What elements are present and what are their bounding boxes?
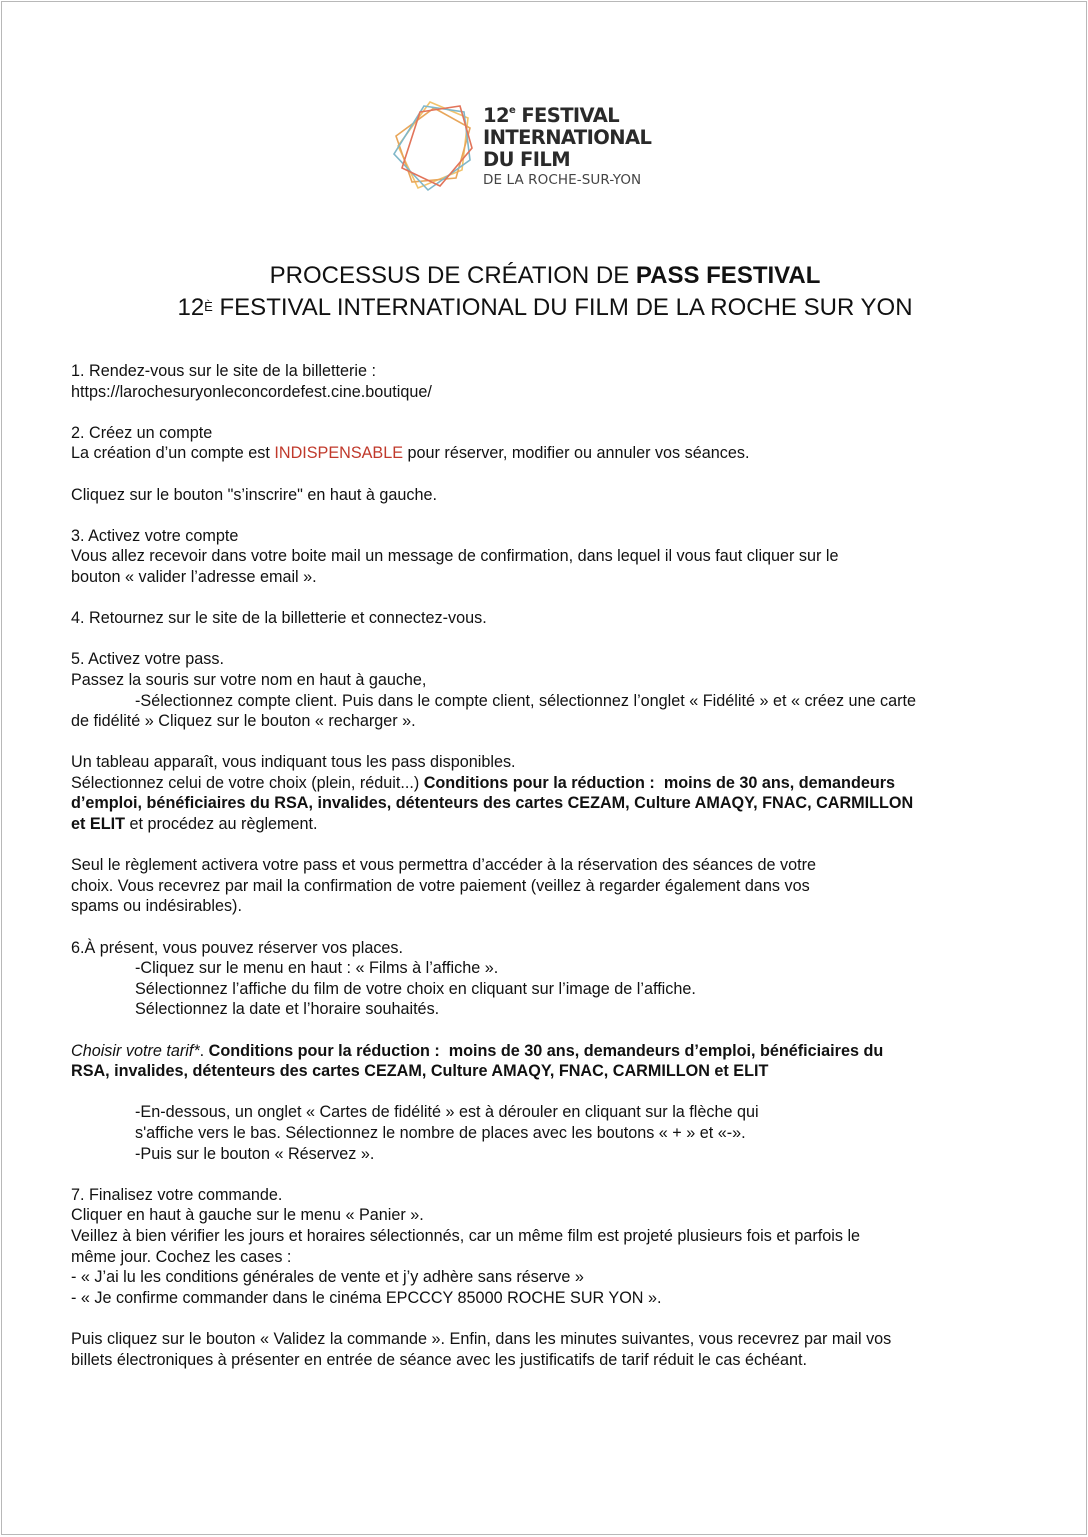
step-7-text-2: Veillez à bien vérifier les jours et horaires sélectionnés, car un même film est projeté plusieurs fois et parfois le <box>71 1226 861 1245</box>
step-6-heading: 6.À présent, vous pouvez réserver vos places. <box>71 938 404 957</box>
document-title-line-2: $12^È$ FESTIVAL INTERNATIONAL DU FILM DE LA ROCHE SUR YON <box>177 294 913 321</box>
step-5-text-3: de fidélité » Cliquez sur le bouton « recharger ». <box>71 712 416 731</box>
step-3-heading: 3. Activez votre compte <box>71 526 239 545</box>
logo-line-4: DE LA ROCHE-SUR-YON <box>483 172 642 188</box>
step-6-text-6: -En-dessous, un onglet « Cartes de fidélité » est à dérouler en cliquant sur la flèche qui <box>135 1103 759 1122</box>
step-6-text-8: -Puis sur le bouton « Réservez ». <box>135 1144 375 1163</box>
document-page <box>1 1 1087 1535</box>
step-2-text: La création d’un compte est INDISPENSABLE pour réserver, modifier ou annuler vos séances. <box>71 444 750 463</box>
logo-line-1: 12e FESTIVAL <box>483 104 620 127</box>
step-5-text-1: Passez la souris sur votre nom en haut à gauche, <box>71 670 427 689</box>
step-1-heading: 1. Rendez-vous sur le site de la billetterie : <box>71 362 377 380</box>
instructions-body <box>71 361 1031 1370</box>
step-5-text-5: Sélectionnez celui de votre choix (plein, réduit...) Conditions pour la réduction : moins de 30 ans, demandeurs <box>71 773 896 792</box>
step-7-text-5: billets électroniques à présenter en entrée de séance avec les justificatifs de tarif réduit le cas échéant. <box>71 1350 808 1369</box>
step-5-text-10: spams ou indésirables). <box>71 897 242 916</box>
indispensable-highlight: INDISPENSABLE <box>274 444 404 463</box>
step-5-heading: 5. Activez votre pass. <box>71 650 224 669</box>
step-5-text-2: -Sélectionnez compte client. Puis dans le compte client, sélectionnez l’onglet « Fidélité » et « créez une carte <box>135 691 917 710</box>
pentagon-logo-icon <box>390 98 480 194</box>
step-5-text-7: et ELIT et procédez au règlement. <box>71 815 318 834</box>
step-7-checkbox-2-text: - « Je confirme commander dans le cinéma EPCCCY 85000 ROCHE SUR YON ». <box>71 1288 662 1307</box>
step-6-text-5: RSA, invalides, détenteurs des cartes CEZAM, Culture AMAQY, FNAC, CARMILLON et ELIT <box>71 1062 769 1081</box>
festival-logo <box>390 98 680 198</box>
step-6-text-1: -Cliquez sur le menu en haut : « Films à l’affiche ». <box>135 959 499 978</box>
step-5-text-4: Un tableau apparaît, vous indiquant tous les pass disponibles. <box>71 753 516 772</box>
step-5-text-8: Seul le règlement activera votre pass et vous permettra d’accéder à la réservation des séances de votre <box>71 856 817 875</box>
step-2-heading: 2. Créez un compte <box>71 423 213 442</box>
step-7-text-4: Puis cliquez sur le bouton « Validez la commande ». Enfin, dans les minutes suivantes, vous recevrez par mail vos <box>71 1329 892 1348</box>
step-5-text-6: d’emploi, bénéficiaires du RSA, invalides, détenteurs des cartes CEZAM, Culture AMAQY, FNAC, CARMILLON <box>71 794 914 813</box>
step-7-text-1: Cliquer en haut à gauche sur le menu « Panier ». <box>71 1206 424 1225</box>
step-7-heading: 7. Finalisez votre commande. <box>71 1185 283 1204</box>
step-7-checkbox-1-text: - « J’ai lu les conditions générales de vente et j’y adhère sans réserve » <box>71 1268 584 1287</box>
step-6-text-3: Sélectionnez la date et l’horaire souhaités. <box>135 1000 440 1019</box>
step-6-text-2: Sélectionnez l’affiche du film de votre choix en cliquant sur l’image de l’affiche. <box>135 979 696 998</box>
logo-line-2: INTERNATIONAL <box>483 126 652 149</box>
step-6-text-4: Choisir votre tarif*. Conditions pour la réduction : moins de 30 ans, demandeurs d’emploi, bénéficiaires du <box>71 1041 884 1060</box>
step-2-signup-text: Cliquez sur le bouton "s’inscrire" en haut à gauche. <box>71 485 438 504</box>
logo-line-3: DU FILM <box>483 148 571 171</box>
document-title-line-1: PROCESSUS DE CRÉATION DE PASS FESTIVAL <box>269 262 821 289</box>
ticketing-url[interactable]: https://larochesuryonleconcordefest.cine.boutique/ <box>71 382 432 401</box>
step-3-text-2: bouton « valider l’adresse email ». <box>71 567 317 586</box>
step-5-text-9: choix. Vous recevrez par mail la confirmation de votre paiement (veillez à regarder également dans vos <box>71 876 810 895</box>
step-4-heading: 4. Retournez sur le site de la billetterie et connectez-vous. <box>71 609 487 628</box>
step-6-text-7: s'affiche vers le bas. Sélectionnez le nombre de places avec les boutons « + » et «-». <box>135 1123 746 1142</box>
step-7-text-3: même jour. Cochez les cases : <box>71 1247 292 1266</box>
step-3-text-1: Vous allez recevoir dans votre boite mail un message de confirmation, dans lequel il vous faut cliquer sur le <box>71 547 839 566</box>
